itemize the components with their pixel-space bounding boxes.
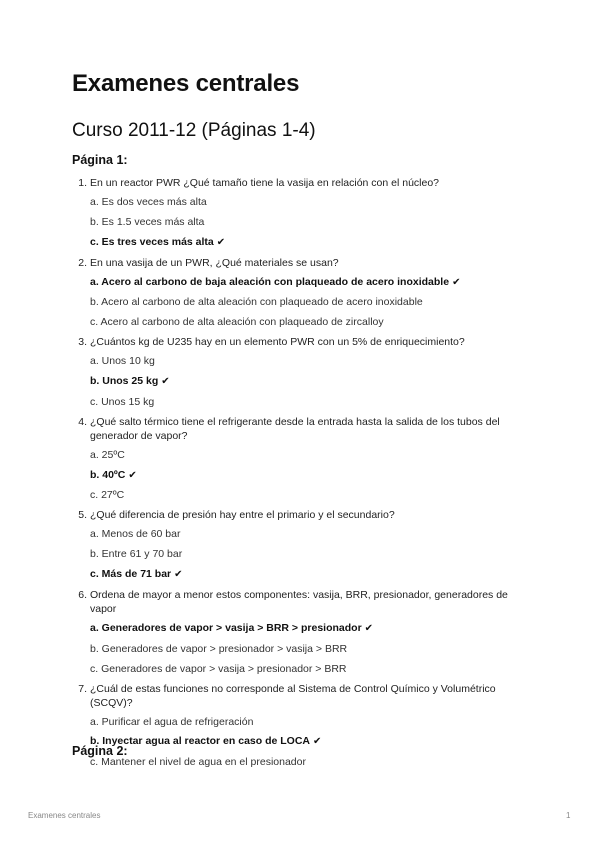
page-2-heading: Página 2: (72, 744, 128, 758)
answer-option-label: b. Inyectar agua al reactor en caso de LOCA (90, 735, 310, 748)
checkmark-icon: ✔ (364, 622, 374, 634)
checkmark-icon: ✔ (161, 375, 170, 387)
question-number: 7. (78, 682, 87, 695)
page-1-heading: Página 1: (72, 153, 128, 167)
answer-option-label: a. Unos 10 kg (90, 355, 155, 368)
checkmark-icon: ✔ (174, 568, 183, 580)
question-item (72, 682, 532, 770)
question-item (72, 256, 532, 330)
answer-option (90, 295, 532, 309)
footer-page-number: 1 (566, 811, 571, 820)
answer-option (90, 354, 532, 368)
answer-option-label: c. 27ºC (90, 489, 125, 502)
question-list (72, 176, 532, 775)
course-heading: Curso 2011-12 (Páginas 1-4) (72, 120, 316, 141)
question-text: ¿Qué diferencia de presión hay entre el primario y el secundario? (90, 509, 395, 522)
answer-option-label: a. Generadores de vapor > vasija > BRR > presionador (90, 621, 362, 634)
checkmark-icon: ✔ (128, 469, 137, 481)
document-title: Examenes centrales (72, 70, 300, 97)
answer-option (90, 448, 532, 462)
answer-option (90, 547, 532, 561)
question-item (72, 335, 532, 409)
answer-option (90, 755, 532, 769)
question-text: Ordena de mayor a menor estos componentes: vasija, BRR, presionador, generadores de vapor (90, 588, 508, 615)
checkmark-icon: ✔ (313, 736, 322, 748)
answer-option-label: c. Acero al carbono de alta aleación con plaqueado de zircalloy (90, 316, 384, 329)
answer-option (90, 315, 532, 329)
answer-option-label: a. Es dos veces más alta (90, 196, 207, 208)
answer-option-correct (90, 621, 532, 636)
answer-option-label: b. Generadores de vapor > presionador > vasija > BRR (90, 642, 348, 655)
question-number: 6. (78, 588, 87, 601)
answer-option-label: c. Generadores de vapor > vasija > presionador > BRR (90, 662, 347, 675)
answer-option (90, 527, 532, 541)
question-item (72, 415, 532, 503)
checkmark-icon: ✔ (216, 236, 226, 248)
footer-title: Examenes centrales (28, 811, 101, 820)
answer-option-label: c. Es tres veces más alta (90, 235, 214, 248)
question-text: En una vasija de un PWR, ¿Qué materiales se usan? (90, 256, 339, 269)
answer-option (90, 662, 532, 676)
question-item (72, 588, 532, 676)
answer-option-label: c. Unos 15 kg (90, 395, 155, 408)
question-text: En un reactor PWR ¿Qué tamaño tiene la vasija en relación con el núcleo? (90, 177, 440, 189)
answer-option-correct (90, 374, 532, 389)
answer-option-correct (90, 567, 532, 582)
question-number: 5. (78, 509, 87, 522)
answer-option (90, 488, 532, 502)
answer-option-correct (90, 235, 532, 250)
answer-option (90, 215, 532, 229)
answer-option-label: b. 40ºC (90, 468, 126, 481)
answer-option-label: c. Más de 71 bar (90, 567, 172, 580)
answer-option-label: a. Acero al carbono de baja aleación con plaqueado de acero inoxidable (90, 275, 450, 288)
question-text: ¿Cuál de estas funciones no corresponde al Sistema de Control Químico y Volumétrico (SCQV)? (90, 682, 496, 709)
answer-option (90, 195, 532, 209)
answer-option-correct (90, 468, 532, 483)
answer-option-label: b. Entre 61 y 70 bar (90, 548, 183, 561)
answer-option-label: a. Purificar el agua de refrigeración (90, 715, 254, 728)
question-number: 4. (78, 415, 87, 428)
answer-option (90, 715, 532, 729)
answer-option (90, 395, 532, 409)
answer-option-label: b. Acero al carbono de alta aleación con plaqueado de acero inoxidable (90, 296, 423, 309)
answer-option-label: c. Mantener el nivel de agua en el presionador (90, 756, 306, 769)
answer-option-label: b. Es 1.5 veces más alta (90, 215, 205, 228)
answer-option (90, 642, 532, 656)
answer-option-correct (90, 734, 532, 749)
checkmark-icon: ✔ (452, 276, 461, 288)
answer-option-correct (90, 275, 532, 290)
question-item (72, 176, 532, 250)
question-number: 1. (78, 177, 87, 189)
answer-option-label: a. Menos de 60 bar (90, 528, 181, 541)
question-number: 3. (78, 336, 87, 349)
question-text: ¿Qué salto térmico tiene el refrigerante desde la entrada hasta la salida de los tubos del generador de vapor? (90, 415, 500, 442)
answer-option-label: b. Unos 25 kg (90, 374, 159, 387)
question-text: ¿Cuántos kg de U235 hay en un elemento PWR con un 5% de enriquecimiento? (90, 336, 465, 349)
question-item (72, 508, 532, 582)
question-number: 2. (78, 256, 87, 269)
answer-option-label: a. 25ºC (90, 448, 125, 461)
